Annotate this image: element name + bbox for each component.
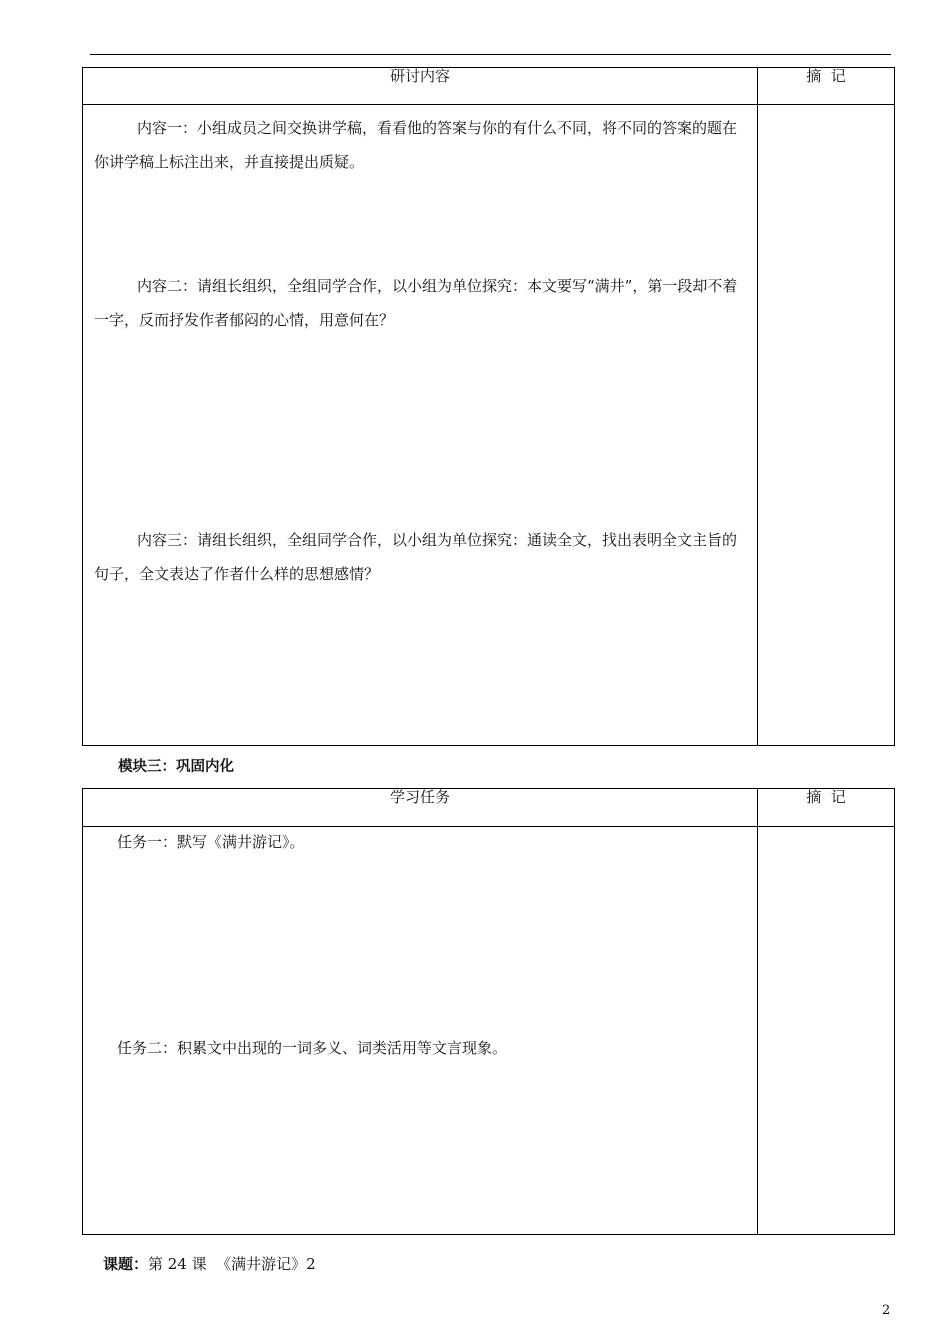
task-content-cell	[83, 827, 758, 1235]
task-notes-cell	[758, 827, 895, 1235]
lesson-text: 第 24 课 《满井游记》2	[148, 1255, 316, 1273]
notes-header: 摘 记	[806, 67, 846, 85]
discussion-header-cell	[83, 68, 758, 105]
task-table	[82, 788, 895, 1235]
task-header-cell	[83, 789, 758, 827]
discussion-item-3: 内容三：请组长组织，全组同学合作，以小组为单位探究：通读全文，找出表明全文主旨的句子，全文表达了作者什么样的思想感情？	[94, 531, 738, 583]
discussion-header: 研讨内容	[389, 67, 450, 85]
header-rule	[90, 54, 891, 55]
lesson-title	[103, 1253, 316, 1274]
discussion-notes-header-cell	[758, 68, 895, 105]
task-item-2: 任务二：积累文中出现的一词多义、词类活用等文言现象。	[117, 1039, 508, 1057]
notes-header: 摘 记	[806, 788, 846, 806]
discussion-table	[82, 67, 895, 746]
discussion-content-cell	[83, 105, 758, 746]
lesson-label: 课题：	[103, 1255, 149, 1273]
task-item-1: 任务一：默写《满井游记》。	[117, 833, 305, 851]
discussion-item-1: 内容一：小组成员之间交换讲学稿，看看他的答案与你的有什么不同，将不同的答案的题在你讲学稿上标注出来，并直接提出质疑。	[94, 119, 738, 171]
page-number: 2	[882, 1303, 891, 1318]
section-title: 模块三：巩固内化	[118, 759, 234, 775]
discussion-item-2: 内容二：请组长组织，全组同学合作，以小组为单位探究：本文要写“满井”，第一段却不着一字，反而抒发作者郁闷的心情，用意何在？	[94, 277, 738, 329]
task-notes-header-cell	[758, 789, 895, 827]
task-header: 学习任务	[389, 788, 450, 806]
discussion-notes-cell	[758, 105, 895, 746]
